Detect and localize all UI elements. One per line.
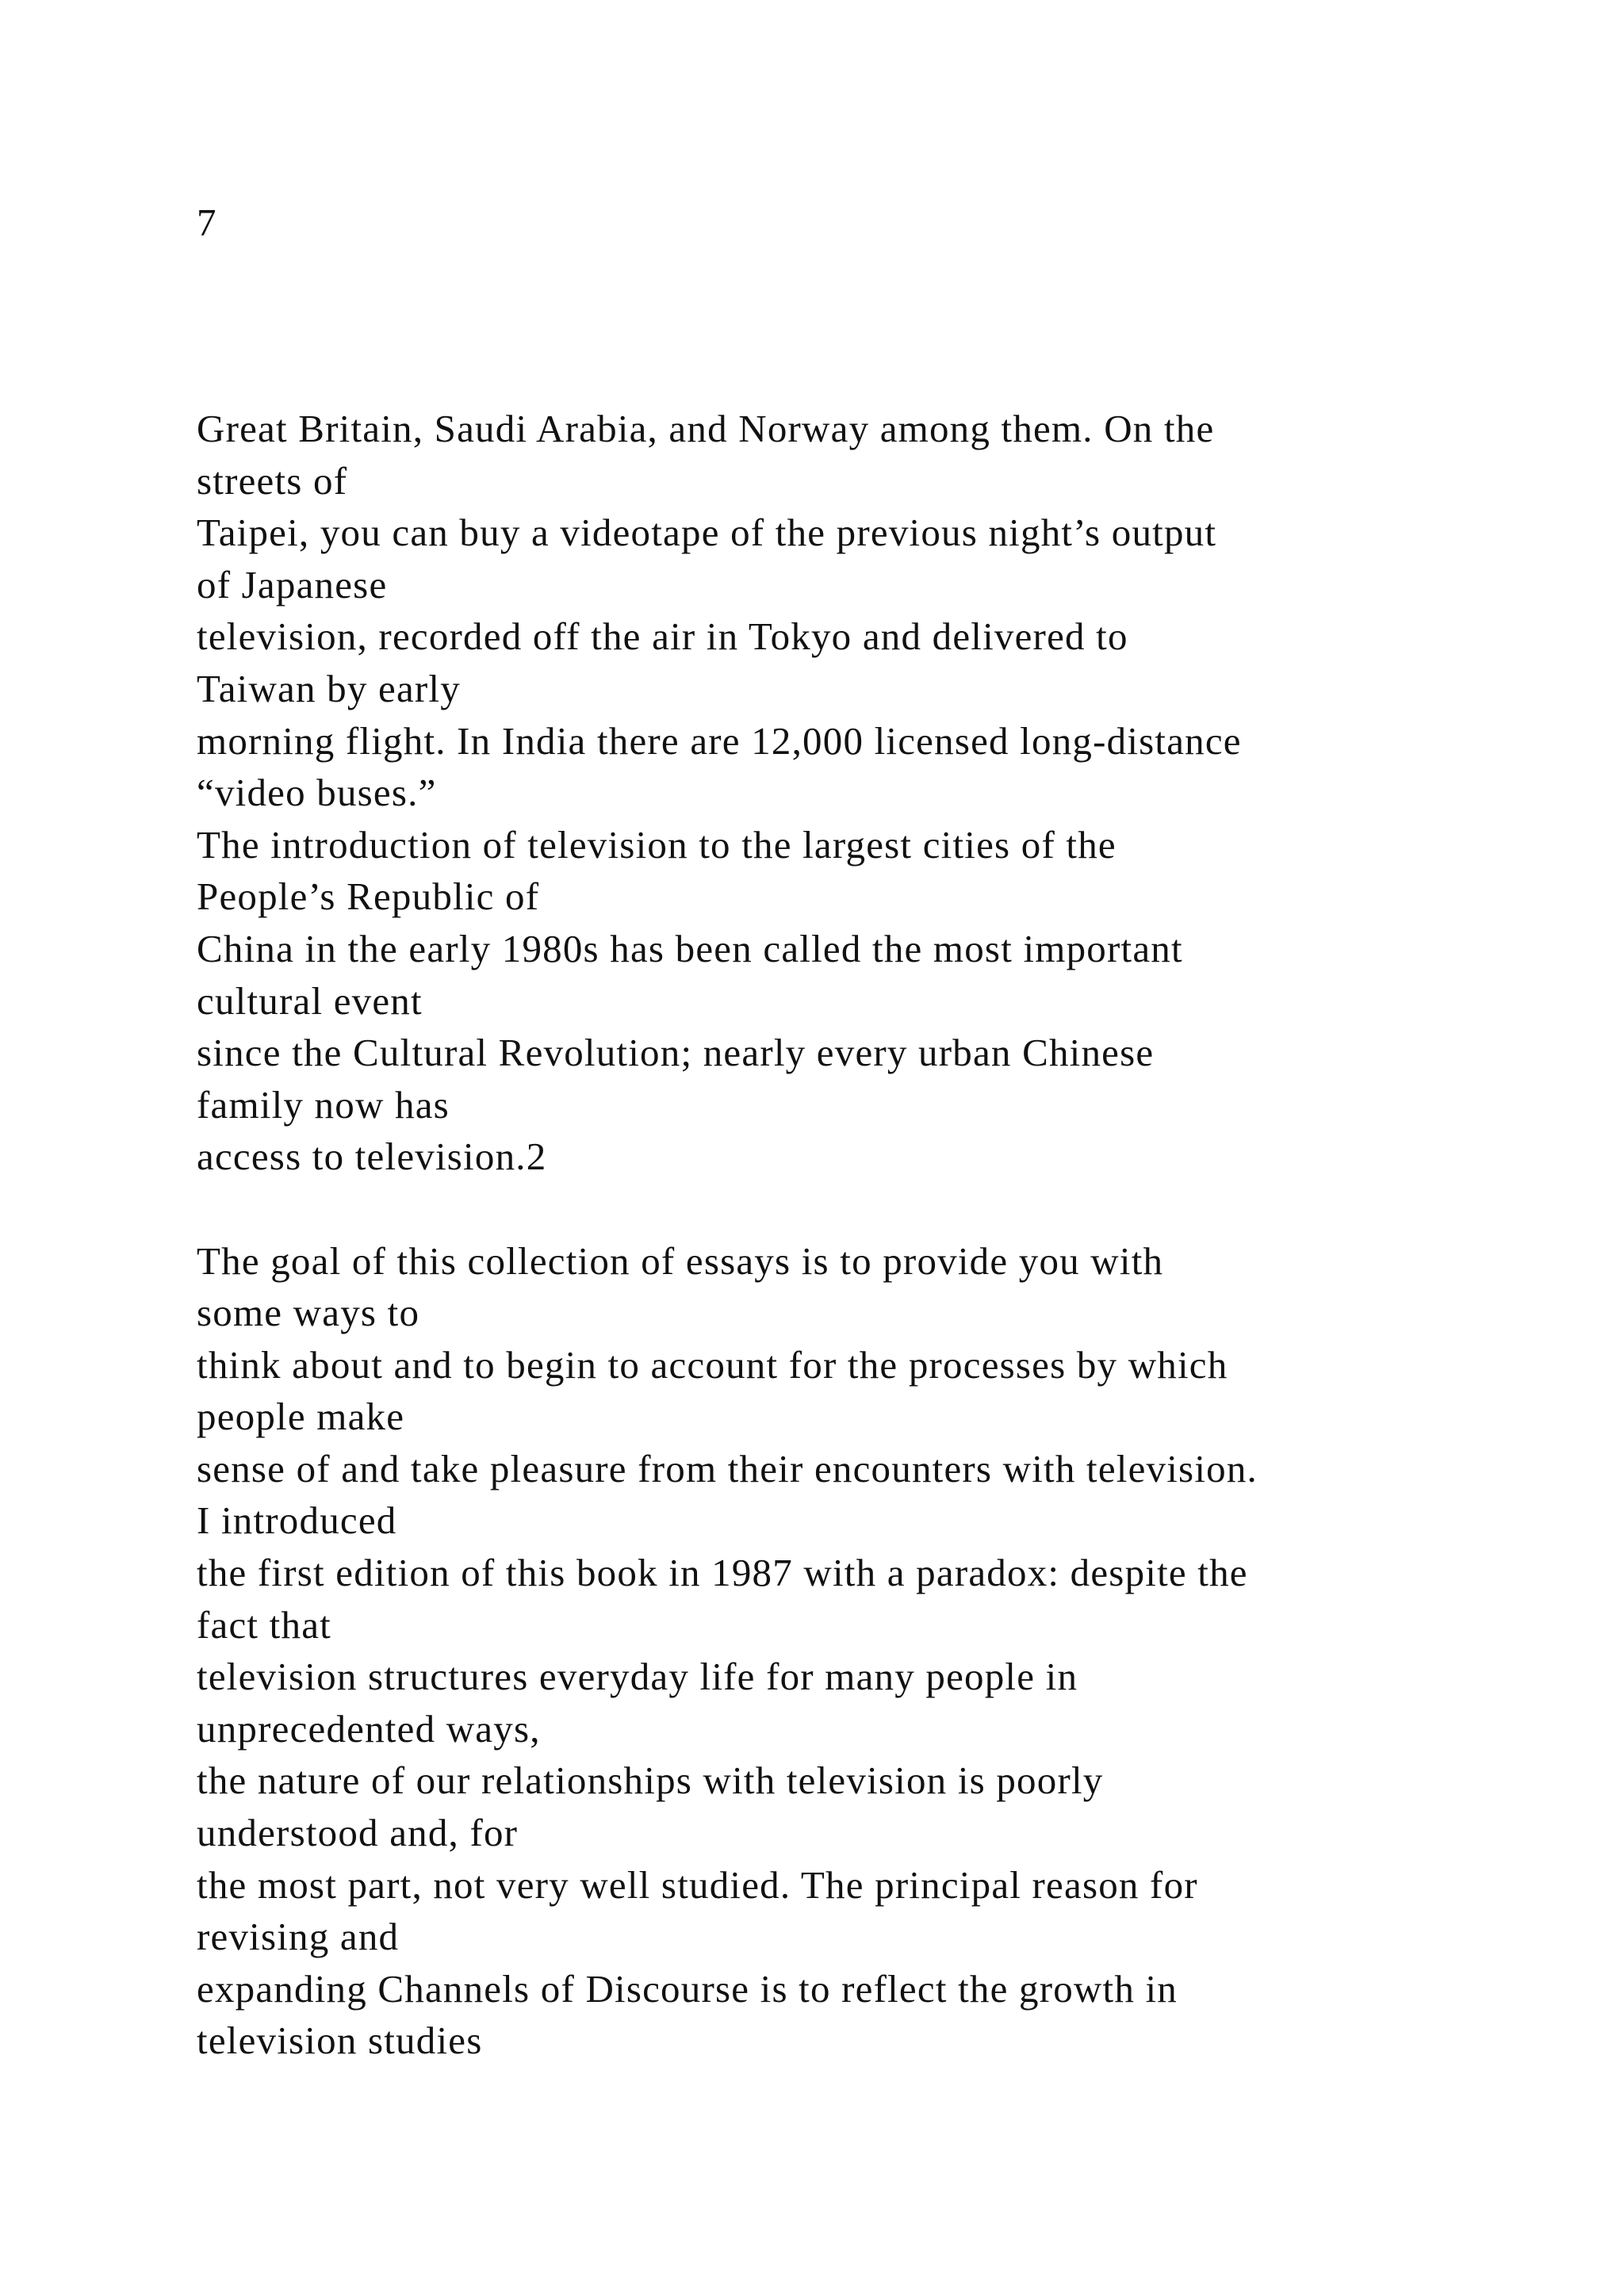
text-line: the most part, not very well studied. The principal reason for bbox=[197, 1862, 1198, 1907]
text-line: people make bbox=[197, 1395, 405, 1439]
text-line: television studies bbox=[197, 2019, 483, 2063]
text-line: television structures everyday life for many people in bbox=[197, 1655, 1078, 1699]
text-line: some ways to bbox=[197, 1291, 420, 1335]
text-line: Great Britain, Saudi Arabia, and Norway among them. On the bbox=[197, 407, 1215, 450]
text-line: I introduced bbox=[197, 1498, 397, 1543]
text-line: “video buses.” bbox=[197, 771, 437, 815]
text-line: expanding Channels of Discourse is to reflect the growth in bbox=[197, 1966, 1178, 2011]
text-line: The introduction of television to the largest cities of the bbox=[197, 822, 1116, 867]
text-line: fact that bbox=[197, 1602, 331, 1647]
body-text bbox=[197, 403, 1561, 2067]
text-line: the nature of our relationships with television is poorly bbox=[197, 1758, 1104, 1803]
text-line: Taiwan by early bbox=[197, 666, 461, 710]
text-line: China in the early 1980s has been called the most important bbox=[197, 926, 1183, 970]
text-line: understood and, for bbox=[197, 1811, 519, 1855]
text-line: access to television.2 bbox=[197, 1135, 547, 1179]
text-line: unprecedented ways, bbox=[197, 1706, 541, 1751]
text-line: of Japanese bbox=[197, 562, 388, 607]
text-line: family now has bbox=[197, 1082, 450, 1127]
paragraph-1 bbox=[197, 403, 1561, 1183]
text-line: Taipei, you can buy a videotape of the previous night’s output bbox=[197, 511, 1217, 555]
text-line: since the Cultural Revolution; nearly every urban Chinese bbox=[197, 1031, 1155, 1075]
text-line: People’s Republic of bbox=[197, 874, 540, 919]
page-number: 7 bbox=[197, 201, 217, 244]
text-line: sense of and take pleasure from their encounters with television. bbox=[197, 1446, 1258, 1490]
text-line: think about and to begin to account for the processes by which bbox=[197, 1342, 1228, 1387]
text-line: cultural event bbox=[197, 978, 423, 1023]
text-line: streets of bbox=[197, 458, 348, 503]
text-line: morning flight. In India there are 12,000 licensed long-distance bbox=[197, 718, 1242, 763]
text-line: The goal of this collection of essays is to provide you with bbox=[197, 1238, 1164, 1283]
paragraph-2 bbox=[197, 1235, 1561, 2068]
text-line: the first edition of this book in 1987 with a paradox: despite the bbox=[197, 1551, 1248, 1595]
text-line: television, recorded off the air in Tokyo and delivered to bbox=[197, 614, 1128, 659]
text-line: revising and bbox=[197, 1915, 400, 1959]
paragraph-gap bbox=[197, 1183, 1561, 1235]
